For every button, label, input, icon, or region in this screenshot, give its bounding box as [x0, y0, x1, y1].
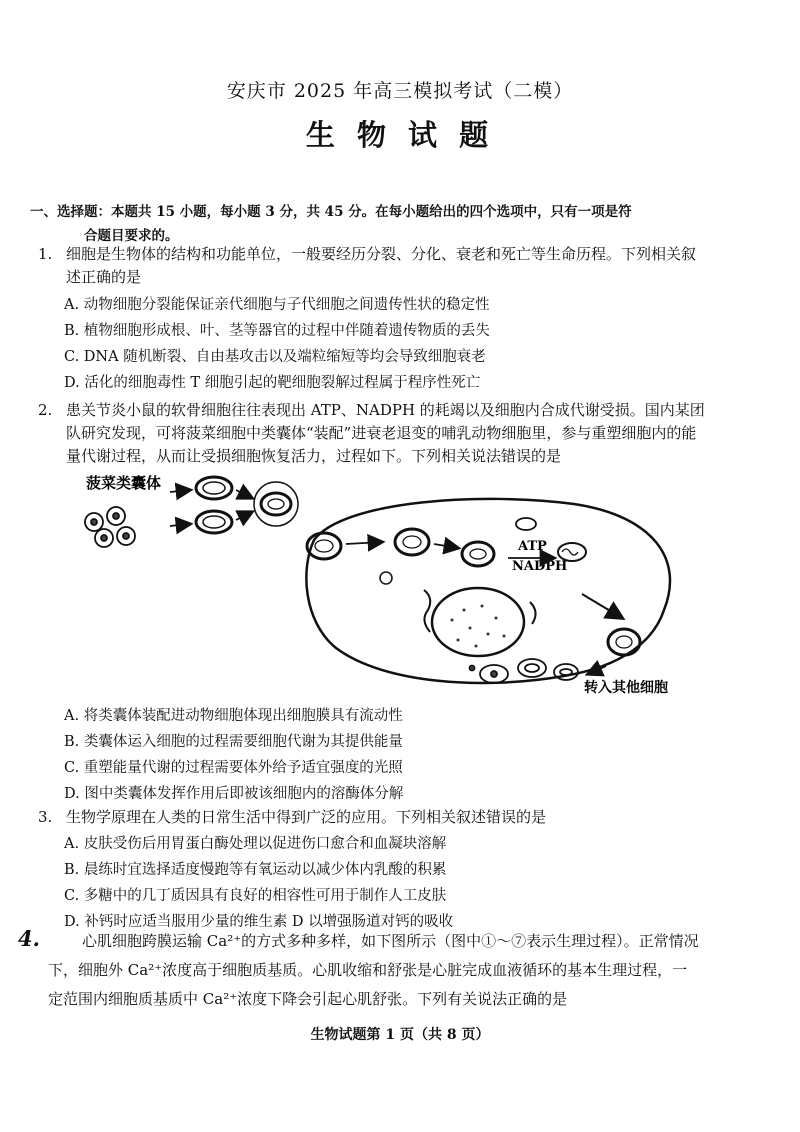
- section-instructions: [30, 200, 765, 248]
- internal-vesicle-2: [462, 542, 494, 566]
- exiting-vesicle: [608, 629, 640, 655]
- question-4-stem-line2: 下，细胞外 Ca²⁺浓度高于细胞质基质。心肌收缩和舒张是心脏完成血液循环的基本生理过程，一: [48, 961, 688, 979]
- dotted-granule: [380, 572, 392, 584]
- question-4-number: 4.: [18, 926, 40, 951]
- question-2-stem-line3: 量代谢过程，从而让受损细胞恢复活力，过程如下。下列相关说法错误的是: [66, 447, 562, 465]
- question-3-option-c: C. 多糖中的几丁质因具有良好的相容性可用于制作人工皮肤: [64, 888, 447, 904]
- section-instructions-line2: 合题目要求的。: [84, 228, 179, 244]
- question-2-number: 2.: [38, 401, 53, 419]
- label-atp: ATP: [518, 539, 547, 554]
- nucleus: [424, 588, 536, 656]
- question-4-stem-line3: 定范围内细胞质基质中 Ca²⁺浓度下降会引起心肌舒张。下列有关说法正确的是: [48, 990, 568, 1008]
- question-3-option-d: D. 补钙时应适当服用少量的维生素 D 以增强肠道对钙的吸收: [64, 914, 454, 930]
- page-footer: 生物试题第 1 页（共 8 页）: [310, 1027, 490, 1043]
- question-1-option-c: C. DNA 随机断裂、自由基攻击以及端粒缩短等均会导致细胞衰老: [64, 349, 486, 365]
- mitochondrion: [558, 543, 586, 561]
- question-1-stem-line1: 细胞是生物体的结构和功能单位，一般要经历分裂、分化、衰老和死亡等生命历程。下列相关叙: [66, 245, 697, 263]
- question-2-option-a: A. 将类囊体装配进动物细胞体现出细胞膜具有流动性: [64, 708, 403, 724]
- subject-title: 生 物 试 题: [305, 118, 495, 152]
- question-3-option-b: B. 晨练时宜选择适度慢跑等有氧运动以减少体内乳酸的积累: [64, 862, 447, 878]
- question-3-stem: [38, 806, 768, 829]
- question-2-option-b: B. 类囊体运入细胞的过程需要细胞代谢为其提供能量: [64, 734, 403, 750]
- thylakoid-fusion-diagram: [64, 470, 714, 700]
- question-4-stem: [18, 924, 768, 1014]
- label-spinach-thylakoid: 菠菜类囊体: [86, 474, 162, 492]
- question-3-option-a: A. 皮肤受伤后用胃蛋白酶处理以促进伤口愈合和血凝块溶解: [64, 836, 447, 852]
- thylakoid-vesicle-top: [196, 477, 232, 499]
- question-1-stem-line2: 述正确的是: [66, 268, 142, 286]
- internal-vesicle-1: [395, 529, 429, 555]
- question-2-stem: [38, 399, 768, 468]
- free-vesicles: [85, 507, 135, 547]
- label-transfer-to-other-cells: 转入其他细胞: [584, 680, 668, 696]
- small-vesicle-upper: [516, 518, 536, 530]
- question-1-option-d: D. 活化的细胞毒性 T 细胞引起的靶细胞裂解过程属于程序性死亡: [64, 375, 481, 391]
- question-2-option-d: D. 图中类囊体发挥作用后即被该细胞内的溶酶体分解: [64, 786, 404, 802]
- exam-title: 安庆市 2025 年高三模拟考试（二模）: [226, 80, 574, 102]
- question-1-option-b: B. 植物细胞形成根、叶、茎等器官的过程中伴随着遗传物质的丢失: [64, 323, 490, 339]
- label-nadph: NADPH: [512, 559, 568, 574]
- question-3-number: 3.: [38, 808, 53, 826]
- question-2-option-c: C. 重塑能量代谢的过程需要体外给予适宜强度的光照: [64, 760, 403, 776]
- exported-vesicles: [470, 659, 579, 683]
- question-3-stem-line1: 生物学原理在人类的日常生活中得到广泛的应用。下列相关叙述错误的是: [66, 808, 547, 826]
- question-2-stem-line1: 患关节炎小鼠的软骨细胞往往表现出 ATP、NADPH 的耗竭以及细胞内合成代谢受损。国内某团: [66, 401, 705, 419]
- question-4-stem-line1: 心肌细胞跨膜运输 Ca²⁺的方式多种多样，如下图所示（图中①～⑦表示生理过程）。正常情况: [82, 932, 699, 950]
- question-2-stem-line2: 队研究发现，可将菠菜细胞中类囊体“装配”进衰老退变的哺乳动物细胞里，参与重塑细胞内的能: [66, 424, 697, 442]
- section-instructions-line1: 一、选择题：本题共 15 小题，每小题 3 分，共 45 分。在每小题给出的四个选项中，只有一项是符: [30, 204, 632, 220]
- coated-vesicle: [254, 482, 298, 526]
- question-1-stem: [38, 243, 768, 289]
- question-1-number: 1.: [38, 245, 53, 263]
- thylakoid-vesicle-bottom: [196, 511, 232, 533]
- question-1-option-a: A. 动物细胞分裂能保证亲代细胞与子代细胞之间遗传性状的稳定性: [64, 297, 490, 313]
